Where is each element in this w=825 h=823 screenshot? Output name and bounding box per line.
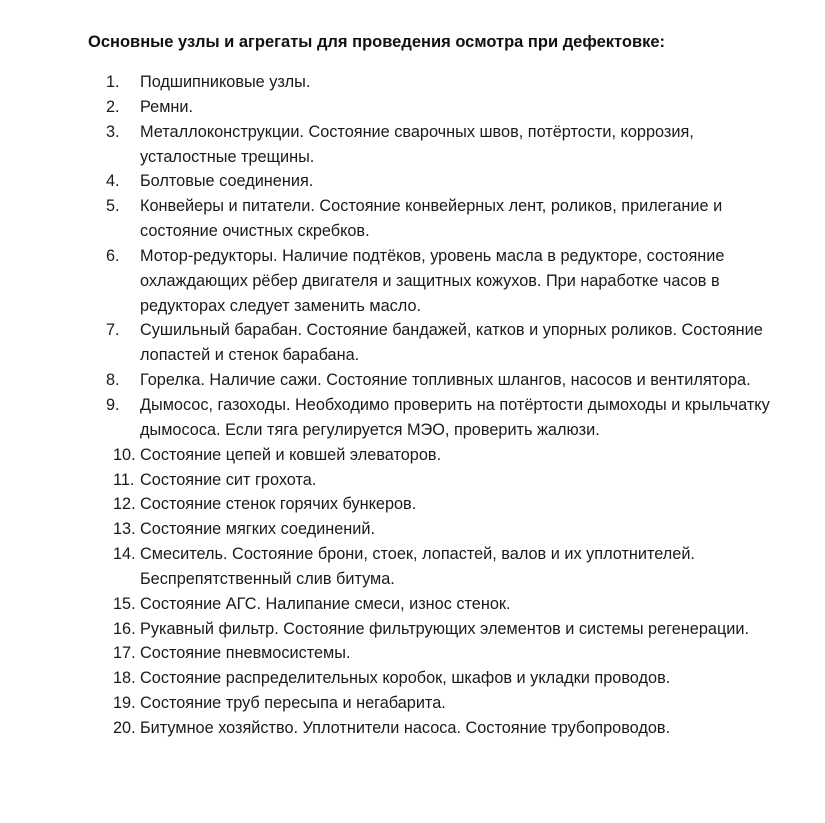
item-text: Состояние цепей и ковшей элеваторов.	[140, 445, 442, 464]
item-text: Рукавный фильтр. Состояние фильтрующих элементов и системы регенерации.	[140, 619, 749, 638]
list-item	[0, 517, 825, 542]
item-number: 18.	[113, 669, 136, 688]
list-item	[0, 244, 825, 319]
list-item	[0, 468, 825, 493]
list-item	[0, 492, 825, 517]
list-item	[0, 368, 825, 393]
item-number: 20.	[113, 718, 136, 737]
item-text: Металлоконструкции. Состояние сварочных швов, потёртости, коррозия, усталостные трещины.	[140, 122, 694, 166]
item-text: Конвейеры и питатели. Состояние конвейерных лент, роликов, прилегание и состояние очистных скребков.	[140, 197, 723, 241]
item-number: 14.	[113, 545, 136, 564]
list-item	[0, 120, 825, 170]
list-item	[0, 393, 825, 443]
list-item	[0, 443, 825, 468]
item-number: 19.	[113, 694, 136, 713]
item-number: 1.	[106, 73, 120, 91]
item-text: Подшипниковые узлы.	[140, 73, 311, 91]
list-item	[0, 95, 825, 120]
item-text: Состояние сит грохота.	[140, 470, 317, 489]
item-text: Состояние мягких соединений.	[140, 520, 376, 539]
list-item	[0, 641, 825, 666]
list-item	[0, 666, 825, 691]
item-number: 12.	[113, 495, 136, 514]
item-number: 6.	[106, 246, 120, 265]
item-text: Состояние распределительных коробок, шкафов и укладки проводов.	[140, 669, 671, 688]
item-text: Дымосос, газоходы. Необходимо проверить на потёртости дымоходы и крыльчатку дымососа. Если тяга регулируется МЭО, проверить жалюзи.	[140, 395, 770, 439]
item-text: Состояние АГС. Налипание смеси, износ стенок.	[140, 594, 511, 613]
item-text: Мотор-редукторы. Наличие подтёков, уровень масла в редукторе, состояние охлаждающих рёбер двигателя и защитных кожухов. При наработке часов в редукторах следует заменить масло.	[140, 246, 725, 315]
item-text: Сушильный барабан. Состояние бандажей, катков и упорных роликов. Состояние лопастей и стенок барабана.	[140, 321, 763, 365]
item-text: Битумное хозяйство. Уплотнители насоса. Состояние трубопроводов.	[140, 718, 671, 737]
list-item	[0, 169, 825, 194]
item-text: Болтовые соединения.	[140, 172, 314, 191]
list-item	[0, 716, 825, 741]
inspection-list	[0, 70, 825, 741]
item-number: 15.	[113, 594, 136, 613]
list-item	[0, 617, 825, 642]
item-number: 5.	[106, 197, 120, 216]
item-text: Состояние пневмосистемы.	[140, 644, 351, 663]
item-number: 17.	[113, 644, 136, 663]
list-item	[0, 70, 825, 95]
document-title: Основные узлы и агрегаты для проведения осмотра при дефектовке:	[88, 33, 666, 51]
item-number: 8.	[106, 371, 120, 390]
list-item	[0, 691, 825, 716]
item-number: 11.	[113, 470, 135, 489]
list-item	[0, 318, 825, 368]
item-number: 7.	[106, 321, 120, 340]
item-number: 3.	[106, 122, 120, 141]
list-item	[0, 194, 825, 244]
list-item	[0, 592, 825, 617]
item-number: 4.	[106, 172, 120, 191]
item-number: 13.	[113, 520, 136, 539]
item-number: 16.	[113, 619, 136, 638]
item-text: Состояние труб пересыпа и негабарита.	[140, 694, 446, 713]
item-number: 10.	[113, 445, 136, 464]
list-item	[0, 542, 825, 592]
item-text: Смеситель. Состояние брони, стоек, лопастей, валов и их уплотнителей. Беспрепятственный слив битума.	[140, 545, 695, 588]
item-text: Ремни.	[140, 97, 194, 116]
item-text: Горелка. Наличие сажи. Состояние топливных шлангов, насосов и вентилятора.	[140, 371, 751, 390]
item-text: Состояние стенок горячих бункеров.	[140, 495, 417, 514]
item-number: 9.	[106, 395, 120, 414]
item-number: 2.	[106, 97, 120, 116]
